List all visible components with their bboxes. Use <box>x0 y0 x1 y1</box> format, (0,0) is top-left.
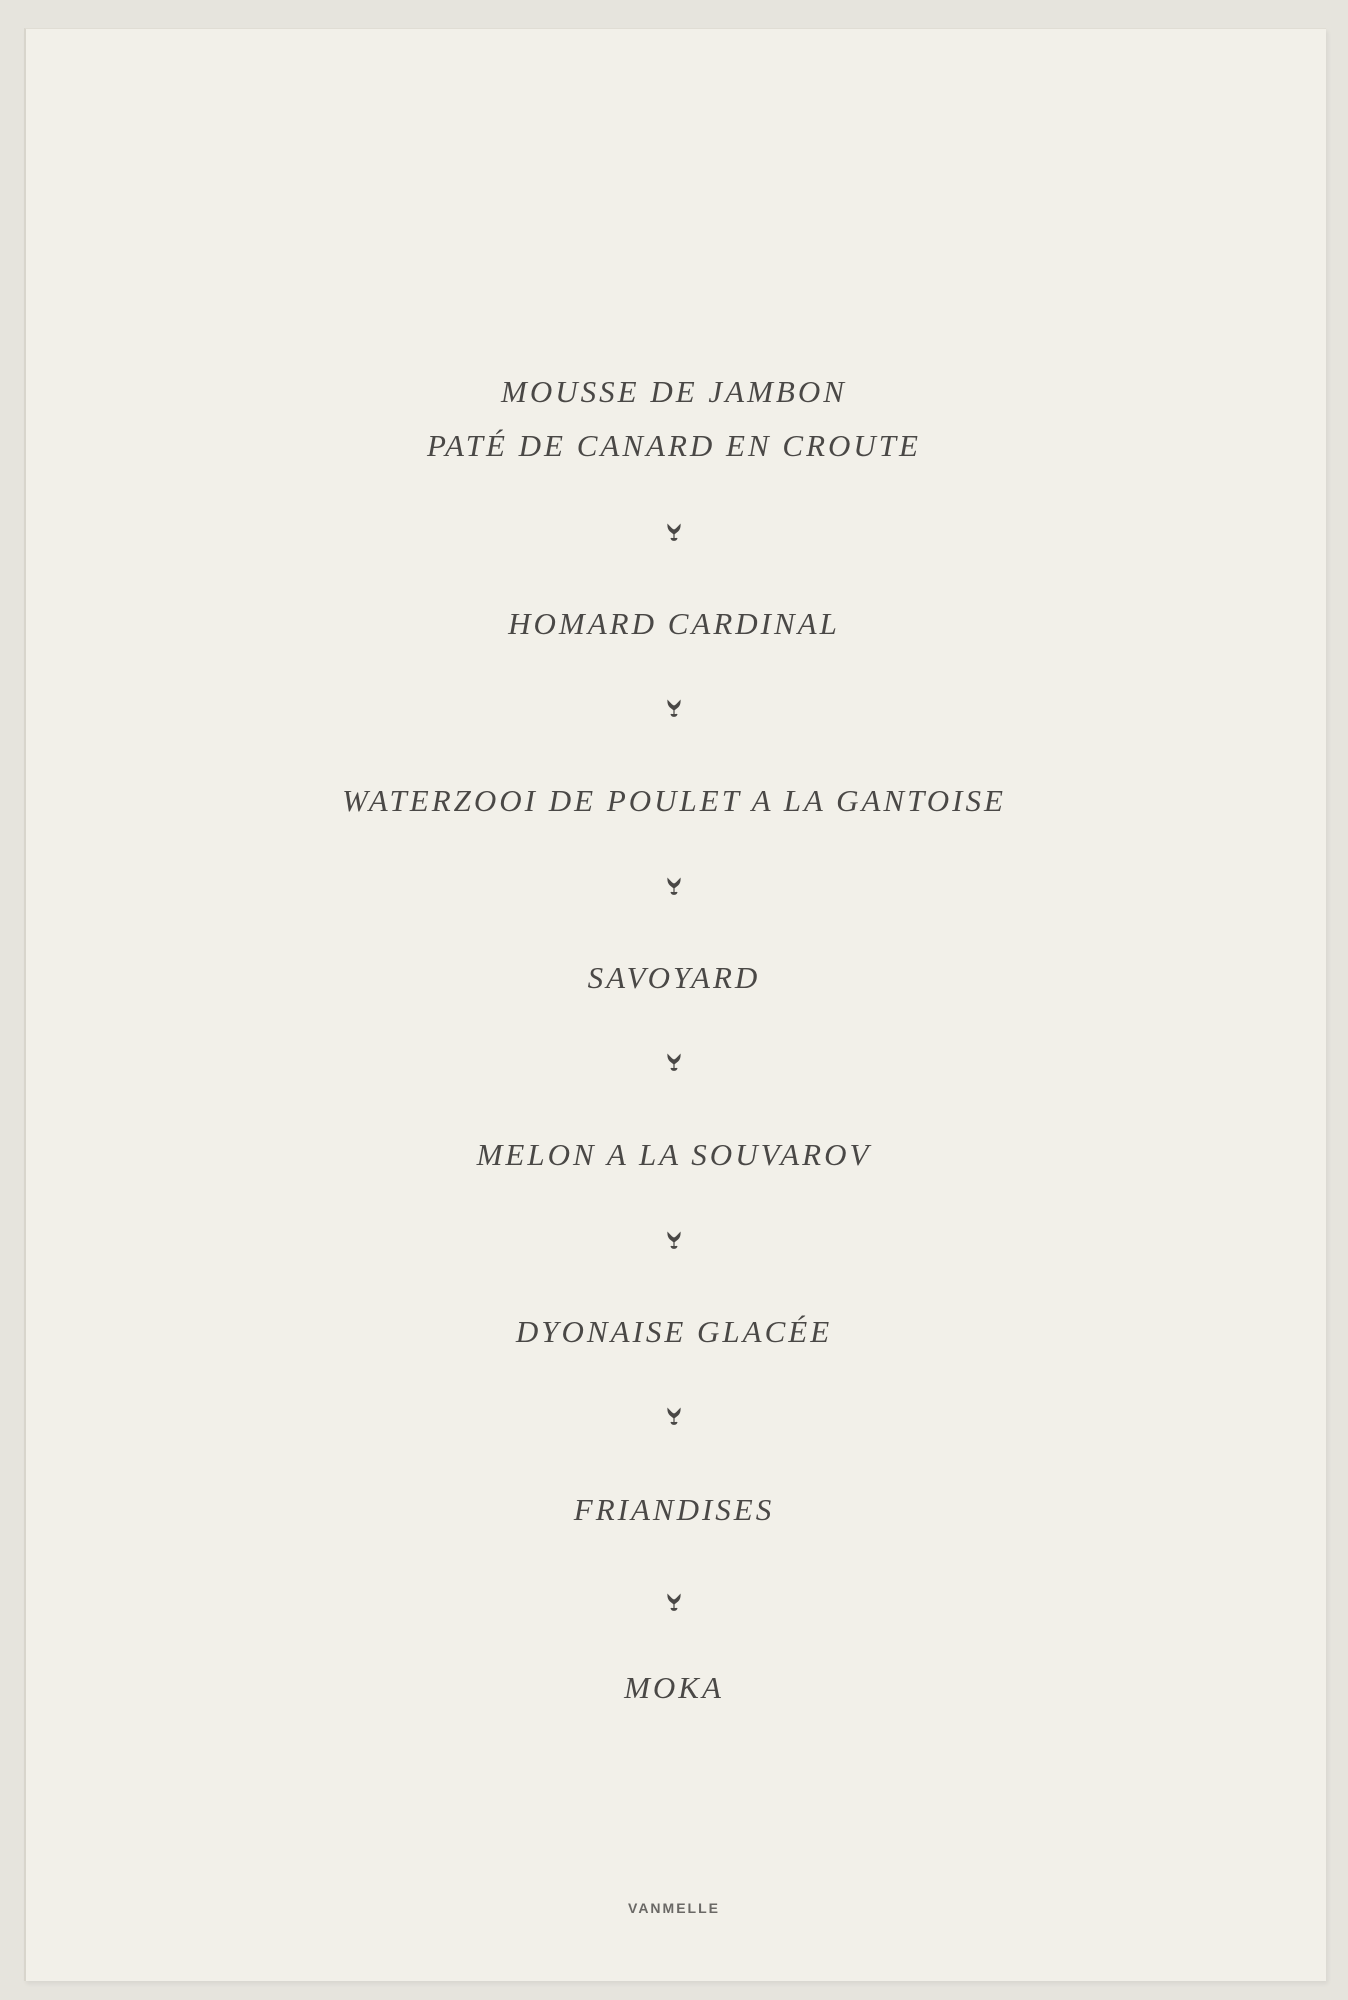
course-moka: MOKA <box>624 1670 724 1705</box>
fleuron-icon <box>0 1230 1348 1254</box>
course-waterzooi: WATERZOOI DE POULET A LA GANTOISE <box>342 783 1006 818</box>
fleuron-icon <box>0 1052 1348 1076</box>
fleuron-icon <box>0 876 1348 900</box>
fleuron-icon <box>0 1592 1348 1616</box>
course-homard-cardinal: HOMARD CARDINAL <box>508 606 840 641</box>
fleuron-icon <box>0 698 1348 722</box>
course-melon: MELON A LA SOUVAROV <box>476 1137 872 1172</box>
printer-mark: VANMELLE <box>628 1900 720 1916</box>
course-dyonaise-glacee: DYONAISE GLACÉE <box>515 1314 833 1349</box>
course-friandises: FRIANDISES <box>573 1492 775 1527</box>
course-pate-de-canard: PATÉ DE CANARD EN CROUTE <box>427 428 921 463</box>
course-savoyard: SAVOYARD <box>587 960 761 995</box>
fleuron-icon <box>0 522 1348 546</box>
course-mousse-de-jambon: MOUSSE DE JAMBON <box>501 374 847 409</box>
fleuron-icon <box>0 1406 1348 1430</box>
